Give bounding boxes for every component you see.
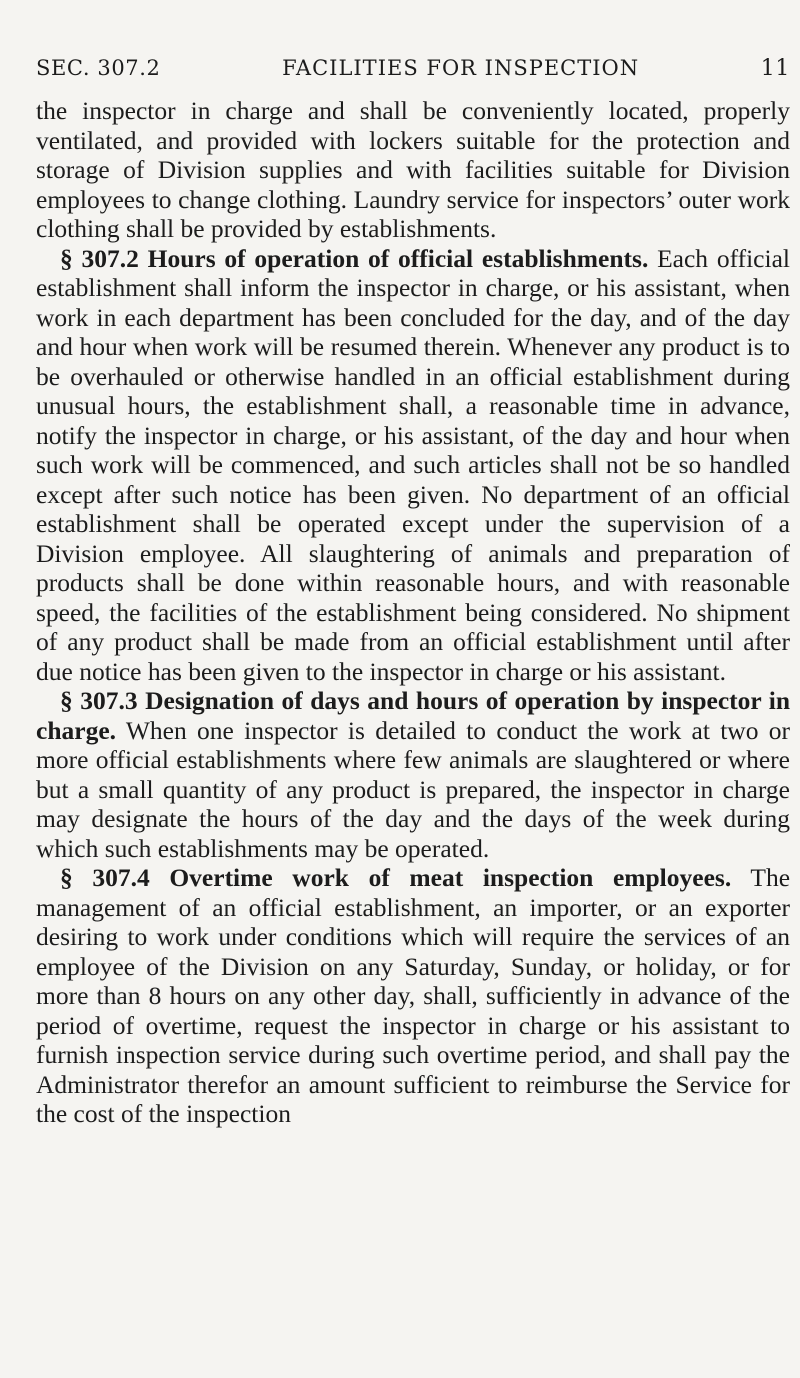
section-number: § 307.4	[60, 863, 150, 892]
section-heading: Designation of days and hours of operation by inspector in charge.	[36, 686, 791, 745]
running-title: FACILITIES FOR INSPECTION	[282, 56, 640, 80]
paragraph-text: The management of an official establishment, an importer, or an exporter desiring to work under conditions which will require the services of an employee of the Division on any Saturday, Sunday, or holiday, or for more than 8 hours on any other day, shall, sufficiently in advance of the period of overtime, request the inspector in charge or his assistant to furnish inspection service during such overtime period, and shall pay the Administrator therefor an amount sufficient to reimburse the Service for the cost of the inspection	[36, 863, 791, 1128]
paragraph-text: the inspector in charge and shall be conveniently located, properly ventilated, and provided with lockers suitable for the protection and storage of Division supplies and with facilities suitable for Division employees to change clothing. Laundry service for inspectors’ outer work clothing shall be provided by establishments.	[36, 96, 790, 243]
section-307-2	[36, 244, 790, 687]
section-number: § 307.2	[60, 243, 139, 273]
body-text	[36, 96, 790, 1129]
paragraph-text: When one inspector is detailed to conduct the work at two or more official establishments where few animals are slaughtered or where but a small quantity of any product is prepared, the inspector in charge may designate the hours of the day and the days of the week during which such establishments may be operated.	[36, 715, 790, 863]
page-number: 11	[760, 56, 790, 81]
section-number: § 307.3	[60, 686, 138, 715]
section-heading: Hours of operation of official establishments.	[147, 243, 649, 273]
section-307-3	[36, 686, 790, 863]
paragraph-continuation	[36, 96, 790, 244]
section-307-4	[36, 863, 790, 1129]
document-page	[36, 56, 790, 1129]
paragraph-text: Each official establishment shall inform the inspector in charge, or his assistant, when work in each department has been concluded for the day, and of the day and hour when work will be resumed therein. Whenever any product is to be overhauled or otherwise handled in an official establishment during unusual hours, the establishment shall, a reasonable time in advance, notify the inspector in charge, or his assistant, of the day and hour when such work will be commenced, and such articles shall not be so handled except after such notice has been given. No department of an official establishment shall be operated except under the supervision of a Division employee. All slaughtering of animals and preparation of products shall be done within reasonable hours, and with reasonable speed, the facilities of the establishment being considered. No shipment of any product shall be made from an official establishment until after due notice has been given to the inspector in charge or his assistant.	[36, 243, 790, 686]
section-reference: SEC. 307.2	[36, 56, 161, 80]
running-head	[36, 56, 790, 86]
section-heading: Overtime work of meat inspection employees.	[169, 863, 732, 892]
